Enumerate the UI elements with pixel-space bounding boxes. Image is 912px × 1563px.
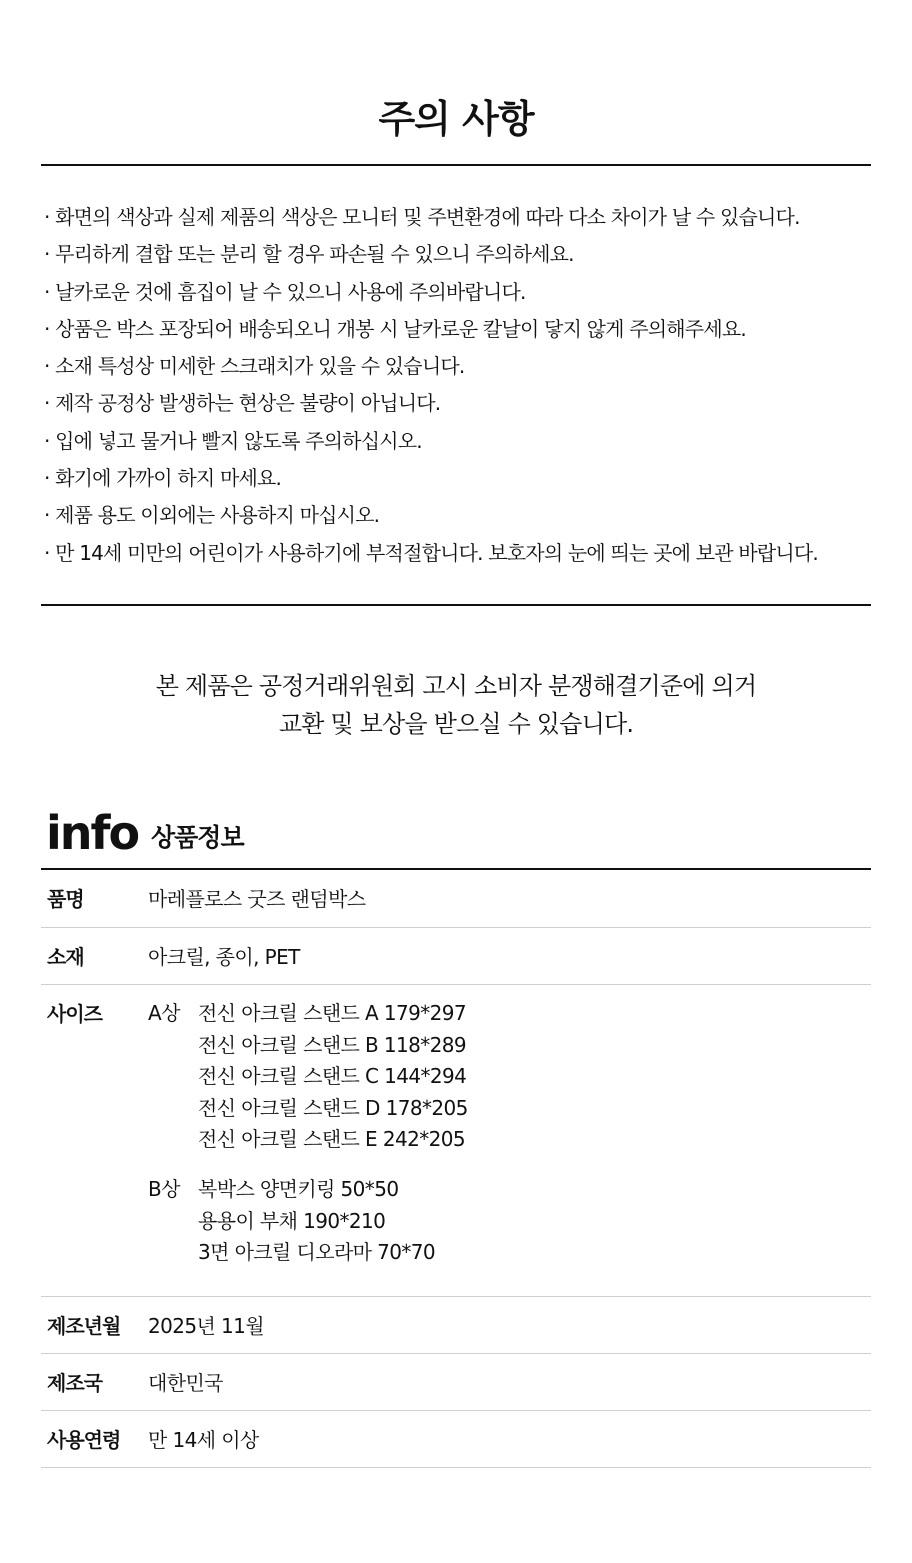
row-label: 제조년월 [47,1314,121,1338]
row-value: 2025년 11월 [148,1314,264,1338]
caution-list [44,199,874,572]
row-value: 아크릴, 종이, PET [148,945,300,969]
row-value: 대한민국 [148,1371,223,1395]
size-item: 3면 아크릴 디오라마 70*70 [198,1240,436,1264]
row-label: 소재 [47,945,84,969]
info-row-product-name [41,870,871,928]
caution-item: · 화면의 색상과 실제 제품의 색상은 모니터 및 주변환경에 따라 다소 차이가 날 수 있습니다. [44,205,800,229]
caution-bottom-divider [41,604,871,606]
info-row-age [41,1411,871,1468]
caution-top-divider [41,164,871,166]
caution-item: · 제품 용도 이외에는 사용하지 마십시오. [44,503,380,528]
caution-item: · 상품은 박스 포장되어 배송되오니 개봉 시 날카로운 칼날이 닿지 않게 주의해주세요. [44,316,746,341]
row-label: 사용연령 [47,1428,121,1452]
info-row-manufacture-date [41,1297,871,1354]
info-title: info [46,806,139,860]
size-item: 전신 아크릴 스탠드 C 144*294 [198,1064,467,1088]
size-item-list [198,998,468,1156]
row-label: 제조국 [47,1371,102,1395]
caution-item: · 무리하게 결합 또는 분리 할 경우 파손될 수 있으니 주의하세요. [44,242,574,267]
size-item: 복박스 양면키링 50*50 [198,1177,399,1201]
info-row-size [41,985,871,1297]
size-grade: A상 [148,1001,180,1025]
caution-title: 주의 사항 [378,97,534,141]
row-value: 마레플로스 굿즈 랜덤박스 [148,887,366,911]
caution-item: · 제작 공정상 발생하는 현상은 불량이 아닙니다. [44,391,441,416]
size-item: 전신 아크릴 스탠드 E 242*205 [198,1127,465,1151]
size-item-list [198,1174,435,1269]
size-item: 용용이 부채 190*210 [198,1208,386,1233]
statement-line: 본 제품은 공정거래위원회 고시 소비자 분쟁해결기준에 의거 [155,672,757,700]
row-label: 사이즈 [47,1002,102,1026]
consumer-dispute-statement [0,667,912,743]
caution-item: · 만 14세 미만의 어린이가 사용하기에 부적절합니다. 보호자의 눈에 띄는 곳에 보관 바랍니다. [44,540,818,565]
caution-item: · 소재 특성상 미세한 스크래치가 있을 수 있습니다. [44,354,465,379]
caution-item: · 화기에 가까이 하지 마세요. [44,466,282,491]
size-grade: B상 [148,1177,180,1201]
size-item: 전신 아크릴 스탠드 A 179*297 [198,1001,467,1025]
caution-item: · 날카로운 것에 흠집이 날 수 있으니 사용에 주의바랍니다. [44,279,526,304]
info-row-country [41,1354,871,1411]
row-value: 만 14세 이상 [148,1428,259,1452]
statement-line: 교환 및 보상을 받으실 수 있습니다. [278,710,634,738]
size-item: 전신 아크릴 스탠드 D 178*205 [198,1095,468,1120]
info-subtitle: 상품정보 [151,823,244,852]
size-item: 전신 아크릴 스탠드 B 118*289 [198,1032,467,1057]
row-label: 품명 [47,887,84,911]
caution-item: · 입에 넣고 물거나 빨지 않도록 주의하십시오. [44,428,422,453]
info-row-material [41,928,871,985]
